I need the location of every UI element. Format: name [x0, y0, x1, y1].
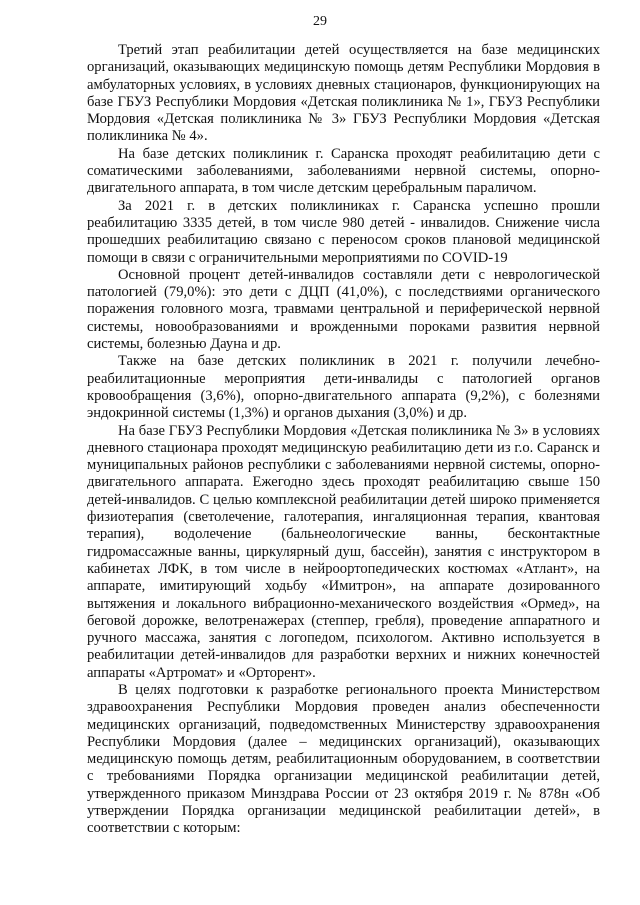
paragraph-third-stage: Третий этап реабилитации детей осуществляется на базе медицинских организаций, оказывающих медицинскую помощь детям Республики Мордовия в амбулаторных условиях, в условиях дневных стационаров, функционирующих на базе ГБУЗ Республики Мордовия «Детская поликлиника № 1», ГБУЗ Республики Мордовия «Детская поликлиника № 3» ГБУЗ Республики Мордовия «Детская поликлиника № 4». — [87, 42, 600, 145]
paragraph-other-pathologies: Также на базе детских поликлиник в 2021 г. получили лечебно-реабилитационные мероприятия дети-инвалиды с патологией органов кровообращения (3,6%), опорно-двигательного аппарата (9,2%), с болезнями эндокринной системы (1,3%) и органов дыхания (3,0%) и др. — [87, 353, 600, 422]
paragraph-clinics-saransk: На базе детских поликлиник г. Саранска проходят реабилитацию дети с соматическими заболеваниями, заболеваниями нервной системы, опорно-двигательного аппарата, в том числе детским церебральным параличом. — [87, 145, 600, 197]
document-body — [87, 42, 600, 838]
paragraph-neuro-pathology: Основной процент детей-инвалидов составляли дети с неврологической патологией (79,0%): это дети с ДЦП (41,0%), с последствиями органического поражения головного мозга, травмами центральной и периферической нервной системы, новообразованиями и врожденными пороками развития нервной системы, болезнью Дауна и др. — [87, 266, 600, 353]
paragraph-2021-results: За 2021 г. в детских поликлиниках г. Саранска успешно прошли реабилитацию 3335 детей, в том числе 980 детей - инвалидов. Снижение числа прошедших реабилитацию связано с переносом сроков плановой медицинской помощи в связи с ограничительными мероприятиями по COVID-19 — [87, 197, 600, 266]
paragraph-day-hospital: На базе ГБУЗ Республики Мордовия «Детская поликлиника № 3» в условиях дневного стационара проходят медицинскую реабилитацию дети из г.о. Саранск и муниципальных районов республики с заболеваниями нервной системы, опорно-двигательного аппарата. Ежегодно здесь проходят реабилитацию свыше 150 детей-инвалидов. С целью комплексной реабилитации детей широко применяется физиотерапия (светолечение, галотерапия, ингаляционная терапия, квантовая терапия), водолечение (бальнеологические ванны, бесконтактные гидромассажные ванны, циркулярный душ, бассейн), занятия с инструктором в кабинетах ЛФК, в том числе в нейроортопедических костюмах «Атлант», на аппарате, имитирующий ходьбу «Имитрон», на аппарате дозированного вытяжения и локального вибрационно-механического воздействия «Ормед», на беговой дорожке, велотренажерах (степпер, гребля), проведение аппаратного и ручного массажа, занятия с логопедом, психологом. Активно используется в реабилитации детей-инвалидов для разработки верхних и нижних конечностей аппараты «Артромат» и «Орторент». — [87, 422, 600, 681]
page-number: 29 — [313, 14, 327, 29]
paragraph-regional-project: В целях подготовки к разработке регионального проекта Министерством здравоохранения Республики Мордовия проведен анализ обеспеченности медицинских организаций, подведомственных Министерству здравоохранения Республики Мордовия (далее – медицинских организаций), оказывающих медицинскую помощь детям, реабилитационным оборудованием, в соответствии с требованиями Порядка организации медицинской реабилитации детей, утвержденного приказом Минздрава России от 23 октября 2019 г. № 878н «Об утверждении Порядка организации медицинской реабилитации детей», в соответствии с которым: — [87, 681, 600, 837]
